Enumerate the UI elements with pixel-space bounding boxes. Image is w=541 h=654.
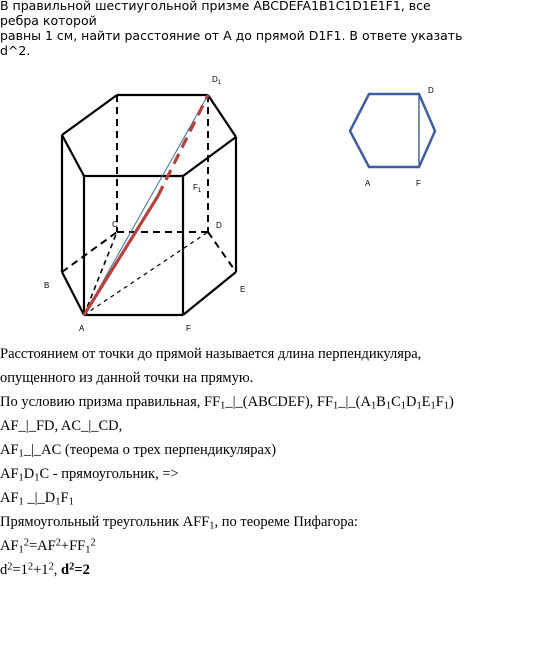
hidden-edge [208,232,236,272]
edge [183,272,236,315]
label-e: E [240,285,246,294]
edge [208,95,236,137]
solution-line: $AF_1\_|\_AC$ (теорема о трех перпендикулярах) [0,442,277,460]
edge [62,95,117,135]
solution-line: опущенного из данной точки на прямую. [0,370,254,386]
solution-line: Прямоугольный треугольник $AFF_1$, по теореме Пифагора: [0,514,358,532]
solution-line: AF_|_FD, AC_|_CD, [0,418,123,434]
hexagon-label-f: F [416,179,421,188]
base-hexagon [350,94,435,167]
label-f: F [186,324,191,333]
solution-line: Расстоянием от точки до прямой называется длина перпендикуляра, [0,346,422,362]
problem-line: равны 1 см, найти расстояние от А до прямой D1F1. В ответе указать d^2. [0,28,463,58]
label-f1: $F_1$ [193,183,202,194]
solution-line: По условию призма правильная, $FF_1\_|\_(ABCDEF)$, $FF_1\_|\_(A_1B_1C_1D_1E_1F_1)$ [0,394,454,412]
solution-line: $AF_1^2=AF^2+FF_1^2$ [0,537,96,556]
label-c: C [112,220,118,229]
prism-edges [62,95,236,315]
diagonal-a-f1-solid [84,196,158,315]
thin-line-a-d1 [84,95,208,315]
hidden-diagonal-a-c [84,232,117,315]
hexagon-label-a: A [365,179,371,188]
label-b: B [44,281,50,290]
edge [62,135,84,176]
hexagon-label-d: D [428,86,434,95]
edge [62,272,84,315]
solution-line: $AF_1D_1C$ - прямоугольник, => [0,466,179,484]
hidden-edge-a-d [84,232,208,315]
problem-line: В правильной шестиугольной призме ABCDEFA1B1C1D1E1F1, все ребра которой [0,0,431,28]
answer: $d^2=2$ [61,561,90,578]
label-a: A [79,324,85,333]
solution-answer-line: $d^2=1^2+1^2$, $d^2=2$ [0,561,90,578]
hidden-edges [62,95,236,272]
label-d1: $D_1$ [212,75,222,86]
solution-line: $AF_1$ $\_|\_D_1F_1$ [0,490,74,508]
label-d: D [216,221,222,230]
edge [183,137,236,176]
